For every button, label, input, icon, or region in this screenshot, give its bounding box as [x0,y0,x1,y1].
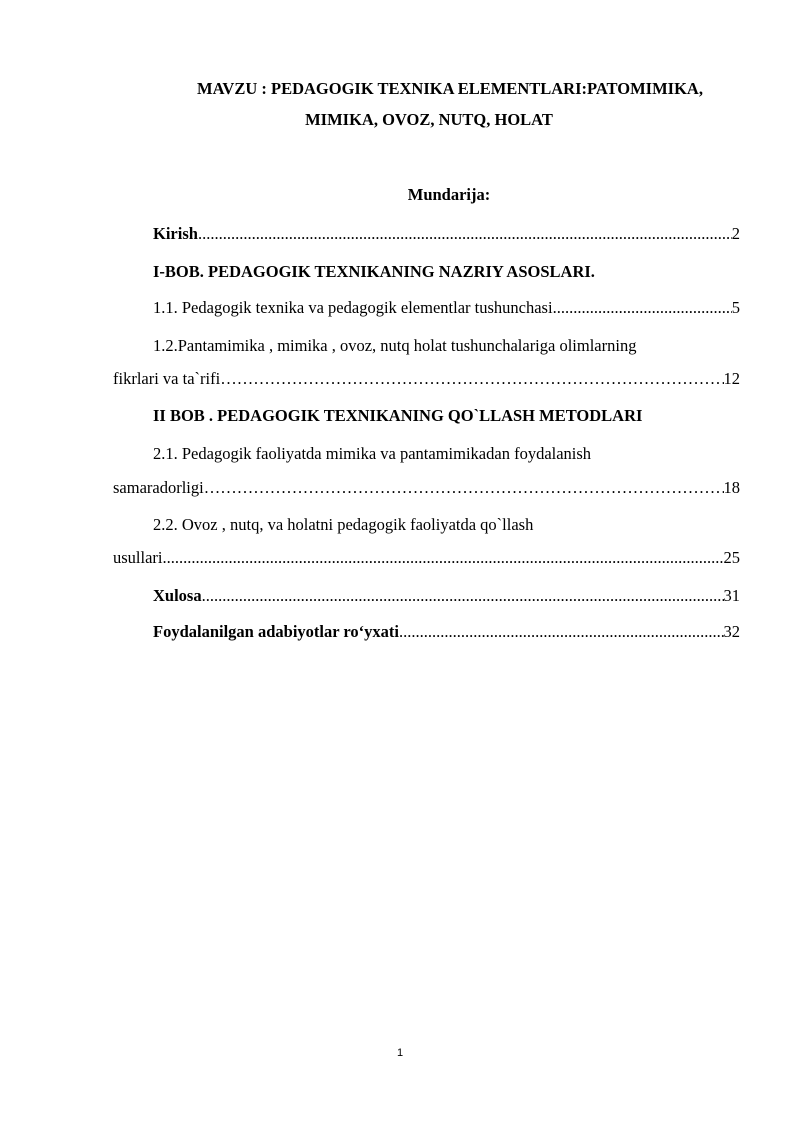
toc-page-number: 5 [731,298,740,317]
leader-dots [399,622,723,642]
toc-heading: Mundarija: [407,185,491,204]
toc-page-number: 2 [731,224,740,243]
toc-entry-label: samaradorligi [113,478,204,497]
toc-entry-label: Kirish [153,224,198,243]
toc-entry-label: Xulosa [153,586,202,605]
toc-entry-label: usullari [113,548,163,567]
toc-entry-adabiyotlar [153,622,740,642]
leader-dots [163,548,724,568]
toc-entry-label: Foydalanilgan adabiyotlar ro‘yxati [153,622,400,641]
document-title-line2: MIMIKA, OVOZ, NUTQ, HOLAT [305,110,553,129]
toc-entry-label: fikrlari va ta`rifi [113,369,221,388]
page-number: 1 [396,1047,404,1059]
toc-page-number: 31 [723,586,740,605]
document-title-line1: MAVZU : PEDAGOGIK TEXNIKA ELEMENTLARI:PATOMIMIKA, [197,79,703,98]
leader-dots [220,369,723,389]
toc-entry-2-1 [113,478,740,498]
toc-entry-1-1 [153,298,740,318]
toc-page-number: 18 [723,478,740,497]
leader-dots [202,586,724,606]
toc-entry-2-1-line1: 2.1. Pedagogik faoliyatda mimika va pantamimikadan foydalanish [153,444,592,463]
toc-entry-kirish [153,224,740,244]
toc-chapter-2: II BOB . PEDAGOGIK TEXNIKANING QO`LLASH METODLARI [153,406,643,425]
toc-entry-1-2 [113,369,740,389]
toc-page-number: 25 [723,548,740,567]
leader-dots [198,224,732,244]
toc-entry-label: 1.1. Pedagogik texnika va pedagogik elementlar tushunchasi [153,298,553,317]
toc-entry-2-2-line1: 2.2. Ovoz , nutq, va holatni pedagogik faoliyatda qo`llash [153,515,534,534]
toc-entry-xulosa [153,586,740,606]
toc-entry-1-2-line1: 1.2.Pantamimika , mimika , ovoz, nutq holat tushunchalariga olimlarning [153,336,637,355]
toc-page-number: 12 [723,369,740,388]
leader-dots [553,298,732,318]
leader-dots [204,478,724,498]
toc-chapter-1: I-BOB. PEDAGOGIK TEXNIKANING NAZRIY ASOSLARI. [153,262,595,281]
toc-entry-2-2 [113,548,740,568]
toc-page-number: 32 [723,622,740,641]
